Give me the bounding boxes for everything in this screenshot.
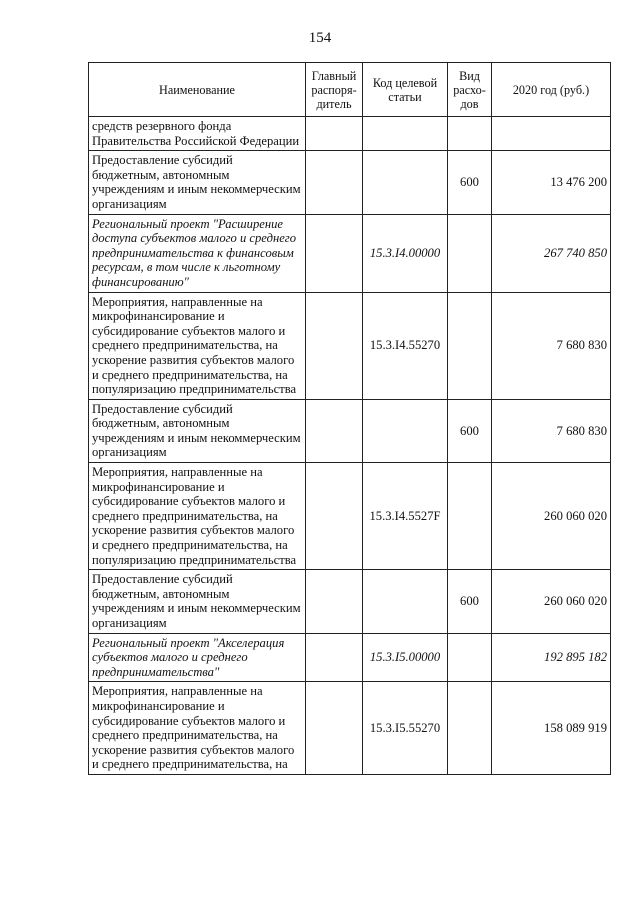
table-row bbox=[89, 151, 611, 214]
row-expense-type bbox=[448, 633, 492, 682]
row-name: средств резервного фонда Правительства Российской Федерации bbox=[89, 117, 306, 151]
row-main-manager bbox=[306, 682, 363, 775]
page-number: 154 bbox=[308, 30, 332, 46]
row-amount: 192 895 182 bbox=[492, 633, 611, 682]
row-main-manager bbox=[306, 463, 363, 570]
header-main-manager: Главный распоря-дитель bbox=[306, 63, 363, 117]
row-name: Предоставление субсидий бюджетным, автономным учреждениям и иным некоммерческим организациям bbox=[89, 151, 306, 214]
row-target-code: 15.3.I4.00000 bbox=[363, 214, 448, 292]
row-name: Мероприятия, направленные на микрофинансирование и субсидирование субъектов малого и среднего предпринимательства, на ускорение развития субъектов малого и среднего предпринимательства, на bbox=[89, 682, 306, 775]
row-main-manager bbox=[306, 570, 363, 633]
row-target-code: 15.3.I5.00000 bbox=[363, 633, 448, 682]
header-target-code: Код целевой статьи bbox=[363, 63, 448, 117]
row-expense-type: 600 bbox=[448, 570, 492, 633]
row-main-manager bbox=[306, 292, 363, 399]
row-name: Предоставление субсидий бюджетным, автономным учреждениям и иным некоммерческим организациям bbox=[89, 570, 306, 633]
table-row bbox=[89, 633, 611, 682]
row-target-code: 15.3.I4.5527F bbox=[363, 463, 448, 570]
row-name: Региональный проект "Расширение доступа субъектов малого и среднего предпринимательства к финансовым ресурсам, в том числе к льготному финансированию" bbox=[89, 214, 306, 292]
table-row bbox=[89, 682, 611, 775]
row-name: Региональный проект "Акселерация субъектов малого и среднего предпринимательства" bbox=[89, 633, 306, 682]
row-name: Мероприятия, направленные на микрофинансирование и субсидирование субъектов малого и среднего предпринимательства, на ускорение развития субъектов малого и среднего предпринимательства, на популяризацию предпринимательства bbox=[89, 292, 306, 399]
row-amount: 7 680 830 bbox=[492, 399, 611, 462]
row-target-code bbox=[363, 117, 448, 151]
row-target-code bbox=[363, 570, 448, 633]
row-main-manager bbox=[306, 633, 363, 682]
header-amount-2020: 2020 год (руб.) bbox=[492, 63, 611, 117]
header-expense-type: Вид расхо-дов bbox=[448, 63, 492, 117]
header-name: Наименование bbox=[89, 63, 306, 117]
table-row bbox=[89, 214, 611, 292]
row-target-code bbox=[363, 151, 448, 214]
row-expense-type: 600 bbox=[448, 151, 492, 214]
row-main-manager bbox=[306, 214, 363, 292]
row-target-code: 15.3.I4.55270 bbox=[363, 292, 448, 399]
table-row bbox=[89, 292, 611, 399]
row-main-manager bbox=[306, 399, 363, 462]
table-row bbox=[89, 117, 611, 151]
row-amount: 158 089 919 bbox=[492, 682, 611, 775]
row-name: Предоставление субсидий бюджетным, автономным учреждениям и иным некоммерческим организациям bbox=[89, 399, 306, 462]
table-row bbox=[89, 463, 611, 570]
row-main-manager bbox=[306, 151, 363, 214]
row-expense-type bbox=[448, 117, 492, 151]
row-target-code bbox=[363, 399, 448, 462]
row-expense-type bbox=[448, 292, 492, 399]
row-main-manager bbox=[306, 117, 363, 151]
row-expense-type bbox=[448, 463, 492, 570]
row-amount: 13 476 200 bbox=[492, 151, 611, 214]
row-expense-type bbox=[448, 214, 492, 292]
row-expense-type: 600 bbox=[448, 399, 492, 462]
row-amount bbox=[492, 117, 611, 151]
row-amount: 7 680 830 bbox=[492, 292, 611, 399]
budget-table bbox=[88, 62, 611, 775]
row-expense-type bbox=[448, 682, 492, 775]
table-row bbox=[89, 399, 611, 462]
row-amount: 260 060 020 bbox=[492, 570, 611, 633]
row-name: Мероприятия, направленные на микрофинансирование и субсидирование субъектов малого и среднего предпринимательства, на ускорение развития субъектов малого и среднего предпринимательства, на популяризацию предпринимательства bbox=[89, 463, 306, 570]
row-amount: 260 060 020 bbox=[492, 463, 611, 570]
row-target-code: 15.3.I5.55270 bbox=[363, 682, 448, 775]
row-amount: 267 740 850 bbox=[492, 214, 611, 292]
table-row bbox=[89, 570, 611, 633]
table-header-row bbox=[89, 63, 611, 117]
